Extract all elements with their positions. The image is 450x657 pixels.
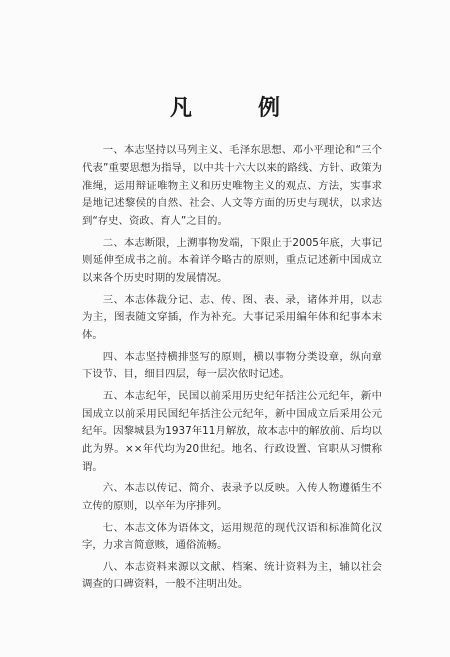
paragraph-7: 七、本志文体为语体文，运用规范的现代汉语和标准简化汉字，力求言简意赅，通俗流畅。 (82, 521, 382, 552)
paragraph-4: 四、本志坚持横排竖写的原则，横以事物分类设章，纵向章下设节、目，细目四层，每一层次依时记述。 (82, 350, 382, 381)
paragraph-1: 一、本志坚持以马列主义、毛泽东思想、邓小平理论和“三个代表”重要思想为指导，以中共十六大以来的路线、方针、政策为准绳，运用辩证唯物主义和历史唯物主义的观点、方法，实事求是地记述黎侯的自然、社会、人文等方面的历史与现状，以求达到“存史、资政、育人”之目的。 (82, 144, 382, 228)
page-title: 凡 例 (169, 95, 302, 121)
paragraph-8: 八、本志资料来源以文献、档案、统计资料为主，辅以社会调查的口碑资料，一般不注明出处。 (82, 560, 382, 591)
paragraph-6: 六、本志以传记、简介、表录予以反映。入传人物遵循生不立传的原则，以卒年为序排列。 (82, 482, 382, 513)
body-text (82, 142, 382, 598)
paragraph-3: 三、本志体裁分记、志、传、图、表、录，诸体并用，以志为主，图表随文穿插，作为补充。大事记采用编年体和纪事本末体。 (82, 293, 382, 342)
paragraph-5: 五、本志纪年，民国以前采用历史纪年括注公元纪年，新中国成立以前采用民国纪年括注公元纪年，新中国成立后采用公元纪年。因黎城县为1937年11月解放，故本志中的解放前、后均以此为界。××年代均为20世纪。地名、行政设置、官职从习惯称谓。 (82, 389, 382, 473)
paragraph-2: 二、本志断限，上溯事物发端，下限止于2005年底，大事记则延伸至成书之前。本着详今略古的原则，重点记述新中国成立以来各个历史时期的发展情况。 (82, 236, 382, 285)
